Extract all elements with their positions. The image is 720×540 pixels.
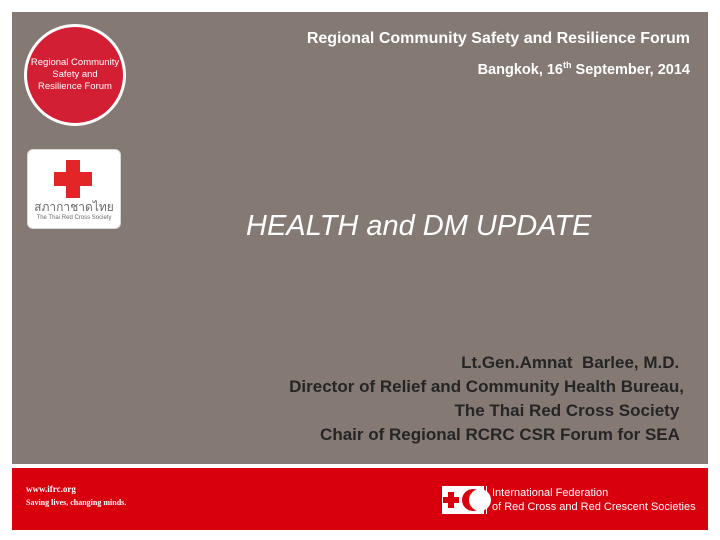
footer-slogan: Saving lives, changing minds. (26, 498, 127, 507)
thai-red-cross-badge (27, 149, 121, 229)
forum-logo-text: Regional Community Safety and Resilience Forum (30, 57, 120, 92)
footer-bar (12, 468, 708, 530)
forum-logo (24, 24, 126, 126)
date-rest: September, 2014 (571, 61, 690, 78)
ifrc-name-line1: International Federation (492, 487, 609, 499)
presenter-name: Lt.Gen.Amnat Barlee, M.D. (461, 353, 684, 372)
forum-date (478, 60, 690, 78)
footer-website: www.ifrc.org (26, 484, 76, 494)
ifrc-logo (442, 486, 696, 514)
slide-headline: HEALTH and DM UPDATE (246, 210, 592, 242)
presenter-organization: The Thai Red Cross Society (454, 401, 684, 420)
ifrc-name-line2: of Red Cross and Red Crescent Societies (492, 501, 696, 513)
presenter-title: Director of Relief and Community Health Bureau, (289, 377, 684, 396)
ifrc-cross-bar (443, 497, 459, 503)
ifrc-divider (486, 486, 487, 514)
ifrc-emblem-icon (442, 486, 484, 514)
date-suffix: th (563, 60, 572, 70)
presenter-role: Chair of Regional RCRC CSR Forum for SEA (320, 425, 684, 444)
forum-title: Regional Community Safety and Resilience Forum (306, 30, 690, 47)
date-prefix: Bangkok, 16 (477, 61, 563, 78)
badge-english-text: The Thai Red Cross Society (36, 215, 112, 221)
ifrc-crescent-cutout (469, 489, 491, 511)
red-cross-icon-bar (54, 172, 92, 186)
presenter-block (289, 351, 684, 447)
badge-thai-text: สภากาชาดไทย (34, 200, 114, 214)
